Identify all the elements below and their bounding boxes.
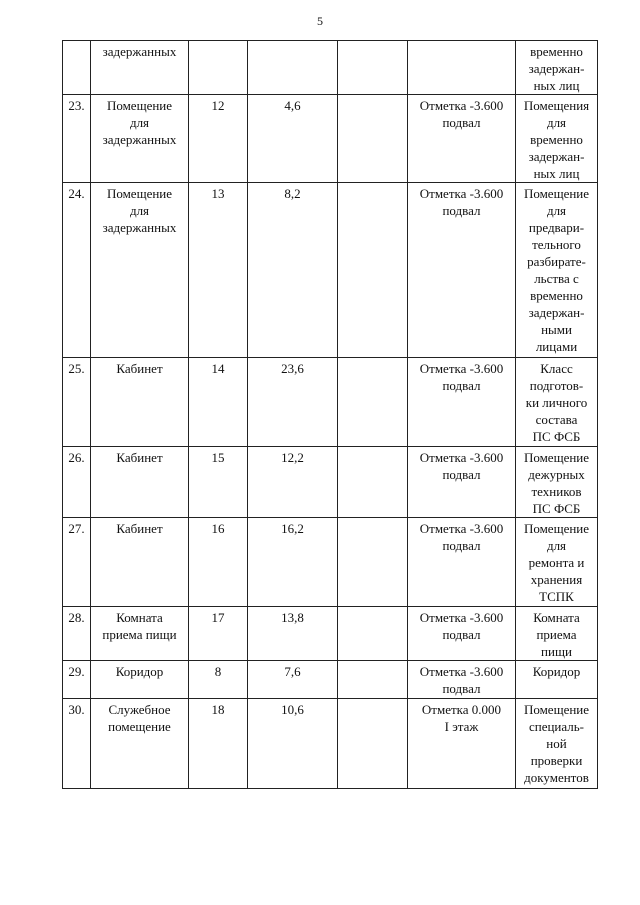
row-number-cell: 28. bbox=[63, 607, 91, 661]
room-name-cell: Кабинет bbox=[91, 518, 189, 607]
level-cell: Отметка -3.600 подвал bbox=[408, 183, 516, 358]
table-row bbox=[63, 183, 598, 358]
table-row bbox=[63, 661, 598, 699]
room-name-cell: Служебное помещение bbox=[91, 699, 189, 789]
area-cell: 12,2 bbox=[248, 447, 338, 518]
room-number-cell: 12 bbox=[189, 95, 248, 183]
level-cell: Отметка -3.600 подвал bbox=[408, 661, 516, 699]
table-row bbox=[63, 41, 598, 95]
level-cell: Отметка -3.600 подвал bbox=[408, 95, 516, 183]
page-number: 5 bbox=[317, 14, 323, 28]
area-cell: 7,6 bbox=[248, 661, 338, 699]
empty-cell bbox=[338, 661, 408, 699]
area-cell bbox=[248, 41, 338, 95]
row-number-cell bbox=[63, 41, 91, 95]
empty-cell bbox=[338, 518, 408, 607]
row-number-cell: 29. bbox=[63, 661, 91, 699]
room-name-cell: задержанных bbox=[91, 41, 189, 95]
level-cell: Отметка -3.600 подвал bbox=[408, 358, 516, 447]
level-cell: Отметка -3.600 подвал bbox=[408, 518, 516, 607]
row-number-cell: 23. bbox=[63, 95, 91, 183]
purpose-cell: временно задержан- ных лиц bbox=[516, 41, 598, 95]
purpose-cell: Помещение для ремонта и хранения ТСПК bbox=[516, 518, 598, 607]
row-number-cell: 26. bbox=[63, 447, 91, 518]
table-row bbox=[63, 607, 598, 661]
room-number-cell: 18 bbox=[189, 699, 248, 789]
level-cell: Отметка -3.600 подвал bbox=[408, 607, 516, 661]
room-number-cell bbox=[189, 41, 248, 95]
empty-cell bbox=[338, 358, 408, 447]
table-row bbox=[63, 358, 598, 447]
table-row bbox=[63, 95, 598, 183]
empty-cell bbox=[338, 699, 408, 789]
table-row bbox=[63, 447, 598, 518]
room-name-cell: Помещение для задержанных bbox=[91, 183, 189, 358]
table-row bbox=[63, 699, 598, 789]
row-number-cell: 30. bbox=[63, 699, 91, 789]
area-cell: 13,8 bbox=[248, 607, 338, 661]
level-cell bbox=[408, 41, 516, 95]
empty-cell bbox=[338, 183, 408, 358]
empty-cell bbox=[338, 607, 408, 661]
level-cell: Отметка 0.000 I этаж bbox=[408, 699, 516, 789]
room-number-cell: 13 bbox=[189, 183, 248, 358]
purpose-cell: Помещение для предвари- тельного разбирате- льства с временно задержан- ными лицами bbox=[516, 183, 598, 358]
row-number-cell: 24. bbox=[63, 183, 91, 358]
empty-cell bbox=[338, 447, 408, 518]
room-number-cell: 14 bbox=[189, 358, 248, 447]
area-cell: 10,6 bbox=[248, 699, 338, 789]
room-name-cell: Коридор bbox=[91, 661, 189, 699]
purpose-cell: Помещение специаль- ной проверки документов bbox=[516, 699, 598, 789]
table-row bbox=[63, 518, 598, 607]
empty-cell bbox=[338, 95, 408, 183]
area-cell: 23,6 bbox=[248, 358, 338, 447]
room-number-cell: 17 bbox=[189, 607, 248, 661]
room-name-cell: Кабинет bbox=[91, 447, 189, 518]
room-name-cell: Кабинет bbox=[91, 358, 189, 447]
room-name-cell: Комната приема пищи bbox=[91, 607, 189, 661]
area-cell: 16,2 bbox=[248, 518, 338, 607]
purpose-cell: Класс подготов- ки личного состава ПС ФСБ bbox=[516, 358, 598, 447]
row-number-cell: 25. bbox=[63, 358, 91, 447]
room-number-cell: 8 bbox=[189, 661, 248, 699]
purpose-cell: Помещение дежурных техников ПС ФСБ bbox=[516, 447, 598, 518]
area-cell: 4,6 bbox=[248, 95, 338, 183]
purpose-cell: Помещения для временно задержан- ных лиц bbox=[516, 95, 598, 183]
purpose-cell: Коридор bbox=[516, 661, 598, 699]
empty-cell bbox=[338, 41, 408, 95]
room-name-cell: Помещение для задержанных bbox=[91, 95, 189, 183]
area-cell: 8,2 bbox=[248, 183, 338, 358]
row-number-cell: 27. bbox=[63, 518, 91, 607]
level-cell: Отметка -3.600 подвал bbox=[408, 447, 516, 518]
rooms-table bbox=[62, 40, 598, 789]
purpose-cell: Комната приема пищи bbox=[516, 607, 598, 661]
room-number-cell: 15 bbox=[189, 447, 248, 518]
room-number-cell: 16 bbox=[189, 518, 248, 607]
